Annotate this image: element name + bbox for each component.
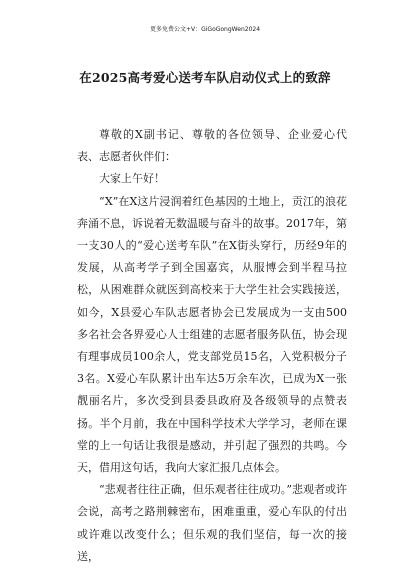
greeting-paragraph: 大家上午好！ (99, 172, 165, 186)
body-paragraph: “X”在X这片浸润着红色基因的土地上，贡江的浪花奔涌不息，诉说着无数温暖与奋斗的故事。2017年，第一支30人的“爱心送考车队”在X街头穿行，历经9年的发展，从高考学子到全国嘉宾，从服博会到半程马拉松，从困难群众就医到高校来于大学生社会实践接送，如今，X县爱心车队志愿者协会已发展成为一支由500多名社会各界爱心人士组建的志愿者服务队伍，协会现有理事成员100余人，党支部党员15名，入党积极分子3名。X爱心车队累计出车达5万余车次，已成为X一张靓丽名片，多次受到县委县政府及各级领导的点赞表扬。半个月前，我在中国科学技术大学学习，老师在课堂的上一句话让我很是感动，并引起了强烈的共鸣。今天，借用这句话，我向大家汇报几点体会。 (77, 194, 347, 475)
document-title: 在2025高考爱心送考车队启动仪式上的致辞 (79, 70, 331, 85)
header-note: 更多免费公文+V：GiGoGongWen2024 (149, 26, 261, 33)
document-body (77, 124, 347, 568)
body-paragraph: “悲观者往往正确，但乐观者往往成功。”悲观者或许会说，高考之路荆棘密布，困难重重，爱心车队的付出或许难以改变什么；但乐观的我们坚信，每一次的接送， (77, 483, 347, 563)
salutation-paragraph: 尊敬的X副书记、尊敬的各位领导、企业爱心代表、志愿者伙伴们： (77, 128, 347, 164)
